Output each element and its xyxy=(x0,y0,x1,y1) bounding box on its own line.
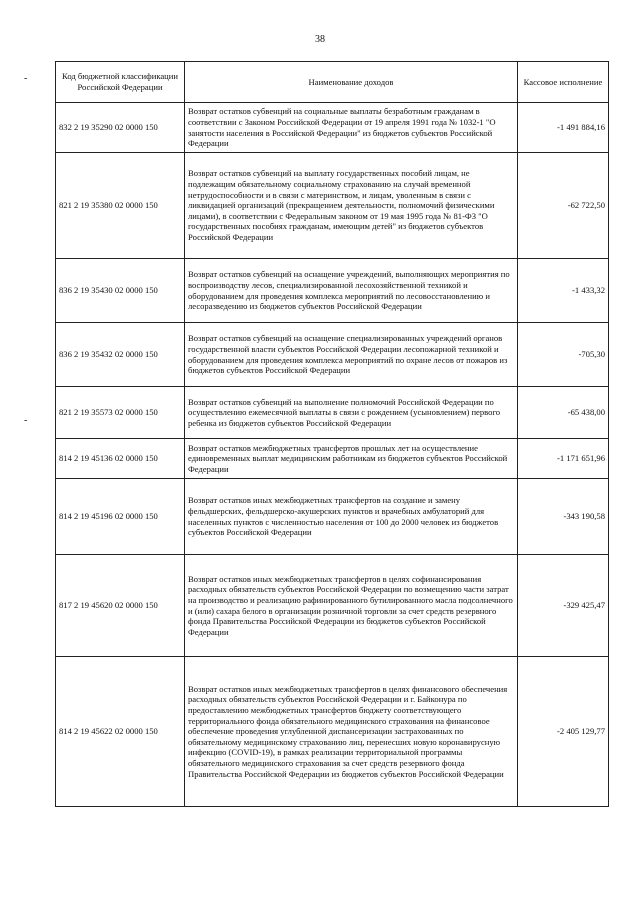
row-name: Возврат остатков иных межбюджетных трансфертов в целях финансового обеспечения расходных обязательств субъектов Российской Федерации и г. Байконура по предоставлению межбюджетных трансфертов бюджету соответствующего территориального фонда обязательного медицинского страхования на финансовое обеспечение проведения углубленной диспансеризации застрахованных по обязательному медицинскому страхованию лиц, перенесших новую коронавирусную инфекцию (COVID-19), в рамках реализации территориальной программы обязательного медицинского страхования за счет средств резервного фонда Правительства Российской Федерации из бюджетов субъектов Российской Федерации xyxy=(185,657,518,807)
row-amount: -1 491 884,16 xyxy=(518,103,609,153)
row-amount: -1 171 651,96 xyxy=(518,439,609,479)
row-name: Возврат остатков субвенций на выплату государственных пособий лицам, не подлежащим обязательному социальному страхованию на случай временной нетрудоспособности и в связи с материнством, и лицам, уволенным в связи с ликвидацией организаций (прекращением деятельности, полномочий физическими лицами), в соответствии с Федеральным законом от 19 мая 1995 года № 81-ФЗ "О государственных пособиях гражданам, имеющим детей" из бюджетов субъектов Российской Федерации xyxy=(185,153,518,259)
row-amount: -329 425,47 xyxy=(518,555,609,657)
row-code: 821 2 19 35380 02 0000 150 xyxy=(56,153,185,259)
table-row xyxy=(56,153,609,259)
margin-mark: - xyxy=(24,415,28,426)
row-amount: -65 438,00 xyxy=(518,387,609,439)
table-row xyxy=(56,259,609,323)
row-name: Возврат остатков субвенций на выполнение полномочий Российской Федерации по осуществлению ежемесячной выплаты в связи с рождением (усыновлением) первого ребенка из бюджетов субъектов Российской Федерации xyxy=(185,387,518,439)
row-name: Возврат остатков межбюджетных трансфертов прошлых лет на осуществление единовременных выплат медицинским работникам из бюджетов субъектов Российской Федерации xyxy=(185,439,518,479)
row-amount: -343 190,58 xyxy=(518,479,609,555)
row-name: Возврат остатков иных межбюджетных трансфертов в целях софинансирования расходных обязательств субъектов Российской Федерации по возмещению части затрат на производство и реализацию рафинированного бутилированного масла подсолнечного и (или) сахара белого в организации розничной торговли за счет средств резервного фонда Правительства Российской Федерации из бюджетов субъектов Российской Федерации xyxy=(185,555,518,657)
row-name: Возврат остатков субвенций на оснащение учреждений, выполняющих мероприятия по воспроизводству лесов, специализированной лесохозяйственной техникой и оборудованием для проведения комплекса мероприятий по лесовосстановлению и лесоразведению из бюджетов субъектов Российской Федерации xyxy=(185,259,518,323)
page-number: 38 xyxy=(315,34,325,45)
row-code: 814 2 19 45196 02 0000 150 xyxy=(56,479,185,555)
table-row xyxy=(56,479,609,555)
row-code: 832 2 19 35290 02 0000 150 xyxy=(56,103,185,153)
header-amount: Кассовое исполнение xyxy=(518,62,609,103)
table-row xyxy=(56,439,609,479)
table-row xyxy=(56,657,609,807)
table-row xyxy=(56,555,609,657)
table-row xyxy=(56,387,609,439)
table-row xyxy=(56,103,609,153)
row-code: 817 2 19 45620 02 0000 150 xyxy=(56,555,185,657)
row-amount: -1 433,32 xyxy=(518,259,609,323)
table-header-row xyxy=(56,62,609,103)
row-name: Возврат остатков иных межбюджетных трансфертов на создание и замену фельдшерских, фельдшерско-акушерских пунктов и врачебных амбулаторий для населенных пунктов с численностью населения от 100 до 2000 человек из бюджетов субъектов Российской Федерации xyxy=(185,479,518,555)
margin-mark: - xyxy=(24,73,28,84)
row-amount: -705,30 xyxy=(518,323,609,387)
row-code: 814 2 19 45622 02 0000 150 xyxy=(56,657,185,807)
row-code: 814 2 19 45136 02 0000 150 xyxy=(56,439,185,479)
header-name: Наименование доходов xyxy=(185,62,518,103)
row-code: 836 2 19 35430 02 0000 150 xyxy=(56,259,185,323)
header-code: Код бюджетной классификации Российской Федерации xyxy=(56,62,185,103)
row-amount: -2 405 129,77 xyxy=(518,657,609,807)
row-name: Возврат остатков субвенций на социальные выплаты безработным гражданам в соответствии с Законом Российской Федерации от 19 апреля 1991 года № 1032-1 "О занятости населения в Российской Федерации" из бюджетов субъектов Российской Федерации xyxy=(185,103,518,153)
row-code: 821 2 19 35573 02 0000 150 xyxy=(56,387,185,439)
row-name: Возврат остатков субвенций на оснащение специализированных учреждений органов государственной власти субъектов Российской Федерации лесопожарной техникой и оборудованием для проведения комплекса мероприятий по охране лесов от пожаров из бюджетов субъектов Российской Федерации xyxy=(185,323,518,387)
row-code: 836 2 19 35432 02 0000 150 xyxy=(56,323,185,387)
row-amount: -62 722,50 xyxy=(518,153,609,259)
budget-revenue-table xyxy=(55,61,609,807)
table-row xyxy=(56,323,609,387)
